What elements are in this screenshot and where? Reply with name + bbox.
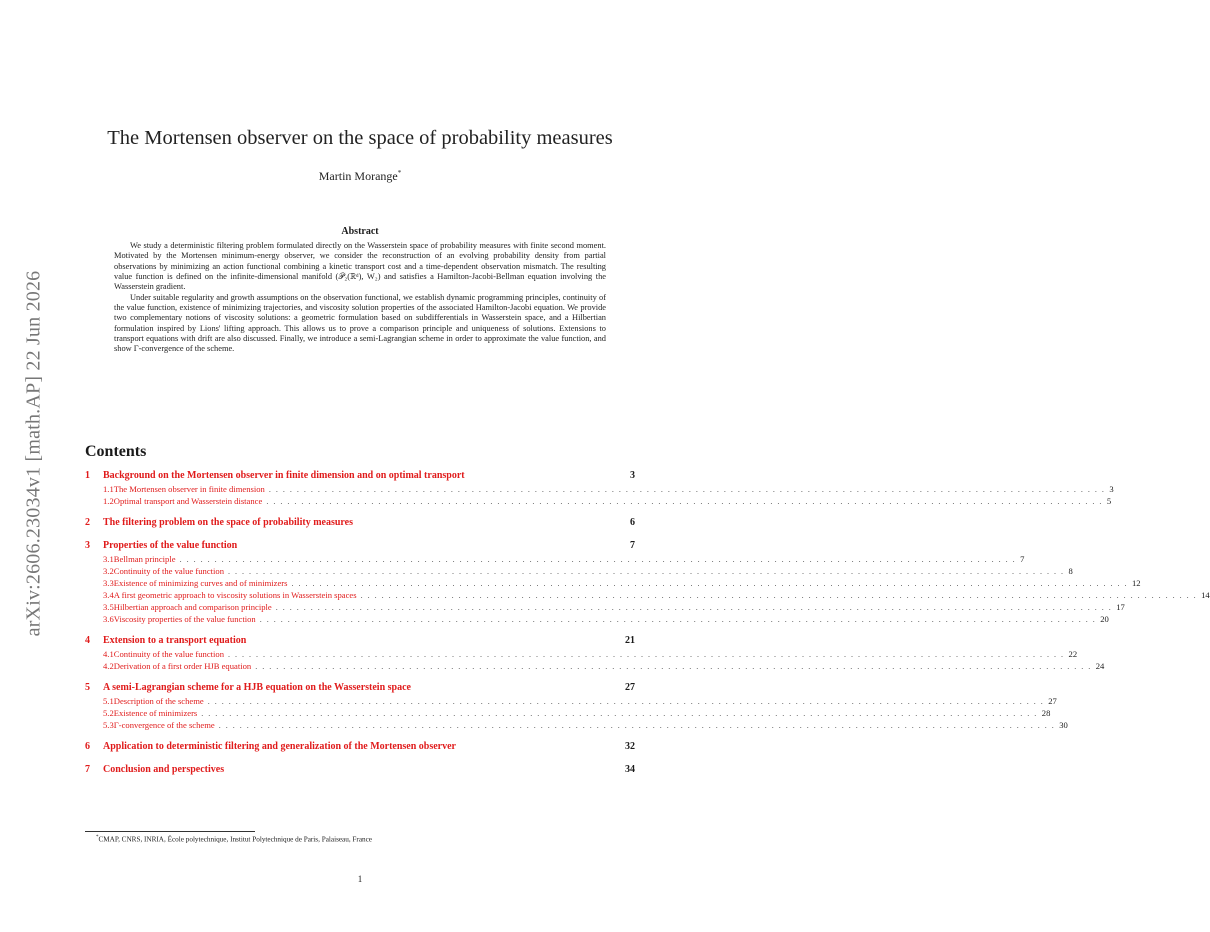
toc-leader-dots: . . . . . . . . . . . . . . . . . . . . . . . . . . . . . . . . . . . . . . . . . . . . . . . . . . . . . . . . . . . . . . . . . . . . . . . . . . . . . . . . . . . . . . . . . . . . . . . . . . . . . . . . . . . . . . . . . . . . . . . . bbox=[179, 555, 1017, 564]
toc-section-number: 6 bbox=[85, 741, 90, 752]
toc-page-number: 8 bbox=[1068, 566, 1073, 576]
toc-subsection-link[interactable] bbox=[85, 496, 1112, 508]
toc-subsection-link[interactable] bbox=[85, 614, 1109, 626]
abstract-paragraph: Under suitable regularity and growth assumptions on the observation functional, we establish dynamic programming principles, continuity of the value function, existence of minimizing trajectories, and viscosity solution properties of the associated Hamilton-Jacobi equation. We provide two complementary notions of viscosity solutions: a geometric formulation based on subdifferentials in Wasserstein space, and a Hilbertian formulation inspired by Lions' lifting approach. This allows us to prove a comparison principle and uniqueness of solutions. Extensions to transport equations with drift are also discussed. Finally, we introduce a semi-Lagrangian scheme in order to approximate the value function, and show Γ-convergence of the scheme. bbox=[114, 292, 606, 354]
toc-page-number: 30 bbox=[1059, 720, 1068, 730]
toc-section-number: 3 bbox=[85, 540, 90, 551]
toc-subsection-link[interactable] bbox=[85, 708, 1051, 720]
toc-subsection-title: Optimal transport and Wasserstein distance bbox=[113, 496, 263, 506]
toc-subsection-link[interactable] bbox=[85, 554, 1025, 566]
toc-section-6 bbox=[85, 741, 635, 755]
toc-page-number: 27 bbox=[625, 682, 635, 693]
abstract-paragraph: We study a deterministic filtering problem formulated directly on the Wasserstein space of probability measures with finite second moment. Motivated by the Mortensen minimum-energy observer, we consider the reconstruction of an evolving probability density from partial observations by minimizing an action functional combining a kinetic transport cost and a time-dependent observation mismatch. The resulting value function is defined on the infinite-dimensional manifold (𝒫₂(ℝᵈ), W₂) and satisfies a Hamilton-Jacobi-Bellman equation involving the Wasserstein gradient. bbox=[114, 241, 606, 292]
toc-leader-dots: . . . . . . . . . . . . . . . . . . . . . . . . . . . . . . . . . . . . . . . . . . . . . . . . . . . . . . . . . . . . . . . . . . . . . . . . . . . . . . . . . . . . . . . . . . . . . . . . . . . . . . . . . . . . . . . . . . . . . . . . bbox=[268, 485, 1106, 494]
toc-page-number: 34 bbox=[625, 764, 635, 775]
toc-section-title: Application to deterministic filtering and generalization of the Mortensen observer bbox=[103, 741, 456, 752]
arxiv-identifier: arXiv:2606.23034v1 [math.AP] 22 Jun 2026 bbox=[22, 270, 45, 636]
toc-section-title: Properties of the value function bbox=[103, 540, 238, 551]
toc-subsection-number: 3.6 bbox=[103, 614, 114, 624]
toc-section-link[interactable] bbox=[85, 741, 635, 755]
toc-leader-dots: . . . . . . . . . . . . . . . . . . . . . . . . . . . . . . . . . . . . . . . . . . . . . . . . . . . . . . . . . . . . . . . . . . . . . . . . . . . . . . . . . . . . . . . . . . . . . . . . . . . . . . . . . . . . . . . . . . . . . . . . bbox=[291, 579, 1128, 588]
toc-section-link[interactable] bbox=[85, 764, 635, 778]
toc-page-number: 3 bbox=[630, 470, 635, 481]
toc-subsection-number: 1.2 bbox=[103, 496, 114, 506]
toc-subsection-number: 3.1 bbox=[103, 554, 114, 564]
toc-section-number: 1 bbox=[85, 470, 90, 481]
toc-subsection-title: Hilbertian approach and comparison principle bbox=[113, 602, 272, 612]
toc-subsection-title: Continuity of the value function bbox=[113, 649, 225, 659]
toc-leader-dots: . . . . . . . . . . . . . . . . . . . . . . . . . . . . . . . . . . . . . . . . . . . . . . . . . . . . . . . . . . . . . . . . . . . . . . . . . . . . . . . . . . . . . . . . . . . . . . . . . . . . . . . . . . . . . . . . . . . . . . . . bbox=[259, 615, 1097, 624]
toc-leader-dots: . . . . . . . . . . . . . . . . . . . . . . . . . . . . . . . . . . . . . . . . . . . . . . . . . . . . . . . . . . . . . . . . . . . . . . . . . . . . . . . . . . . . . . . . . . . . . . . . . . . . . . . . . . . . . . . . . . . . . . . . bbox=[266, 497, 1103, 506]
toc-section-link[interactable] bbox=[85, 470, 635, 484]
toc-subsection-link[interactable] bbox=[85, 696, 1057, 708]
toc-page-number: 7 bbox=[1020, 554, 1025, 564]
footnote bbox=[96, 835, 372, 843]
toc-subsection-number: 3.4 bbox=[103, 590, 114, 600]
toc-subsection-number: 4.2 bbox=[103, 661, 114, 671]
footnote-text: CMAP, CNRS, INRIA, École polytechnique, Institut Polytechnique de Paris, Palaiseau, France bbox=[98, 835, 372, 844]
toc-page-number: 17 bbox=[1116, 602, 1125, 612]
toc-section-number: 2 bbox=[85, 517, 90, 528]
abstract-body bbox=[114, 241, 606, 355]
toc-leader-dots: . . . . . . . . . . . . . . . . . . . . . . . . . . . . . . . . . . . . . . . . . . . . . . . . . . . . . . . . . . . . . . . . . . . . . . . . . . . . . . . . . . . . . . . . . . . . . . . . . . . . . . . . . . . . . . . . . . . . . . . . bbox=[360, 591, 1198, 600]
toc-leader-dots: . . . . . . . . . . . . . . . . . . . . . . . . . . . . . . . . . . . . . . . . . . . . . . . . . . . . . . . . . . . . . . . . . . . . . . . . . . . . . . . . . . . . . . . . . . . . . . . . . . . . . . . . . . . . . . . . . . . . . . . . bbox=[218, 721, 1056, 730]
toc-page-number: 12 bbox=[1132, 578, 1141, 588]
toc-subsection-title: Existence of minimizers bbox=[113, 708, 198, 718]
toc-section-title: The filtering problem on the space of probability measures bbox=[103, 517, 353, 528]
toc-section-2 bbox=[85, 517, 635, 531]
toc-page-number: 20 bbox=[1100, 614, 1109, 624]
toc-section-number: 4 bbox=[85, 635, 90, 646]
arxiv-sidebar bbox=[22, 248, 46, 658]
toc-leader-dots: . . . . . . . . . . . . . . . . . . . . . . . . . . . . . . . . . . . . . . . . . . . . . . . . . . . . . . . . . . . . . . . . . . . . . . . . . . . . . . . . . . . . . . . . . . . . . . . . . . . . . . . . . . . . . . . . . . . . . . . . bbox=[255, 662, 1092, 671]
author-line bbox=[0, 169, 720, 184]
toc-section-link[interactable] bbox=[85, 540, 635, 554]
toc-page-number: 27 bbox=[1048, 696, 1057, 706]
toc-leader-dots: . . . . . . . . . . . . . . . . . . . . . . . . . . . . . . . . . . . . . . . . . . . . . . . . . . . . . . . . . . . . . . . . . . . . . . . . . . . . . . . . . . . . . . . . . . . . . . . . . . . . . . . . . . . . . . . . . . . . . . . . bbox=[228, 650, 1065, 659]
toc-subsection-link[interactable] bbox=[85, 661, 1105, 673]
contents-heading: Contents bbox=[85, 443, 147, 460]
toc-page-number: 6 bbox=[630, 517, 635, 528]
toc-page-number: 14 bbox=[1201, 590, 1210, 600]
toc-subsection-link[interactable] bbox=[85, 649, 1078, 661]
toc-section-link[interactable] bbox=[85, 635, 635, 649]
toc-section-5 bbox=[85, 682, 1068, 732]
toc-subsection-number: 1.1 bbox=[103, 484, 114, 494]
toc-subsection-number: 5.2 bbox=[103, 708, 114, 718]
toc-page-number: 22 bbox=[1068, 649, 1078, 659]
toc-section-number: 5 bbox=[85, 682, 90, 693]
toc-subsection-link[interactable] bbox=[85, 578, 1141, 590]
toc-section-7 bbox=[85, 764, 635, 778]
toc-section-1 bbox=[85, 470, 1114, 508]
toc-page-number: 7 bbox=[630, 540, 635, 551]
toc-section-title: A semi-Lagrangian scheme for a HJB equation on the Wasserstein space bbox=[103, 682, 411, 693]
toc-subsection-number: 3.3 bbox=[103, 578, 114, 588]
toc-subsection-title: Existence of minimizing curves and of minimizers bbox=[113, 578, 288, 588]
table-of-contents bbox=[85, 470, 1210, 787]
toc-leader-dots: . . . . . . . . . . . . . . . . . . . . . . . . . . . . . . . . . . . . . . . . . . . . . . . . . . . . . . . . . . . . . . . . . . . . . . . . . . . . . . . . . . . . . . . . . . . . . . . . . . . . . . . . . . . . . . . . . . . . . . . . bbox=[201, 709, 1038, 718]
toc-subsection-number: 3.5 bbox=[103, 602, 114, 612]
toc-section-4 bbox=[85, 635, 1105, 673]
toc-subsection-number: 5.3 bbox=[103, 720, 114, 730]
toc-page-number: 28 bbox=[1041, 708, 1051, 718]
footnote-rule bbox=[85, 831, 255, 832]
toc-leader-dots: . . . . . . . . . . . . . . . . . . . . . . . . . . . . . . . . . . . . . . . . . . . . . . . . . . . . . . . . . . . . . . . . . . . . . . . . . . . . . . . . . . . . . . . . . . . . . . . . . . . . . . . . . . . . . . . . . . . . . . . . bbox=[275, 603, 1113, 612]
toc-page-number: 24 bbox=[1095, 661, 1105, 671]
author-name: Martin Morange bbox=[318, 169, 398, 183]
toc-page-number: 5 bbox=[1106, 496, 1112, 506]
page-number: 1 bbox=[357, 874, 363, 884]
toc-page-number: 21 bbox=[625, 635, 635, 646]
toc-section-link[interactable] bbox=[85, 682, 635, 696]
toc-section-title: Conclusion and perspectives bbox=[103, 764, 225, 775]
toc-section-3 bbox=[85, 540, 1210, 626]
author-footnote-mark: * bbox=[397, 169, 402, 177]
toc-subsection-title: Viscosity properties of the value function bbox=[113, 614, 256, 624]
toc-leader-dots: . . . . . . . . . . . . . . . . . . . . . . . . . . . . . . . . . . . . . . . . . . . . . . . . . . . . . . . . . . . . . . . . . . . . . . . . . . . . . . . . . . . . . . . . . . . . . . . . . . . . . . . . . . . . . . . . . . . . . . . . bbox=[228, 567, 1065, 576]
toc-subsection-title: Bellman principle bbox=[113, 554, 176, 564]
toc-subsection-number: 4.1 bbox=[103, 649, 114, 659]
footnote-mark: * bbox=[96, 835, 99, 840]
toc-subsection-title: A first geometric approach to viscosity solutions in Wasserstein spaces bbox=[113, 590, 357, 600]
toc-subsection-link[interactable] bbox=[85, 720, 1068, 732]
toc-leader-dots: . . . . . . . . . . . . . . . . . . . . . . . . . . . . . . . . . . . . . . . . . . . . . . . . . . . . . . . . . . . . . . . . . . . . . . . . . . . . . . . . . . . . . . . . . . . . . . . . . . . . . . . . . . . . . . . . . . . . . . . . bbox=[207, 697, 1045, 706]
toc-subsection-title: The Mortensen observer in finite dimension bbox=[113, 484, 265, 494]
toc-subsection-title: Description of the scheme bbox=[113, 696, 204, 706]
toc-subsection-title: Continuity of the value function bbox=[113, 566, 225, 576]
toc-section-number: 7 bbox=[85, 764, 90, 775]
toc-section-title: Background on the Mortensen observer in finite dimension and on optimal transport bbox=[103, 470, 465, 481]
toc-subsection-link[interactable] bbox=[85, 484, 1114, 496]
toc-subsection-link[interactable] bbox=[85, 590, 1210, 602]
paper-title: The Mortensen observer on the space of probability measures bbox=[107, 127, 613, 149]
toc-subsection-title: Derivation of a first order HJB equation bbox=[113, 661, 252, 671]
toc-subsection-title: Γ-convergence of the scheme bbox=[113, 720, 215, 730]
toc-section-title: Extension to a transport equation bbox=[103, 635, 247, 646]
abstract-heading: Abstract bbox=[341, 226, 379, 237]
toc-subsection-number: 5.1 bbox=[103, 696, 114, 706]
toc-subsection-link[interactable] bbox=[85, 566, 1073, 578]
toc-page-number: 3 bbox=[1109, 484, 1114, 494]
toc-page-number: 32 bbox=[625, 741, 635, 752]
toc-subsection-link[interactable] bbox=[85, 602, 1125, 614]
toc-section-link[interactable] bbox=[85, 517, 635, 531]
toc-subsection-number: 3.2 bbox=[103, 566, 114, 576]
